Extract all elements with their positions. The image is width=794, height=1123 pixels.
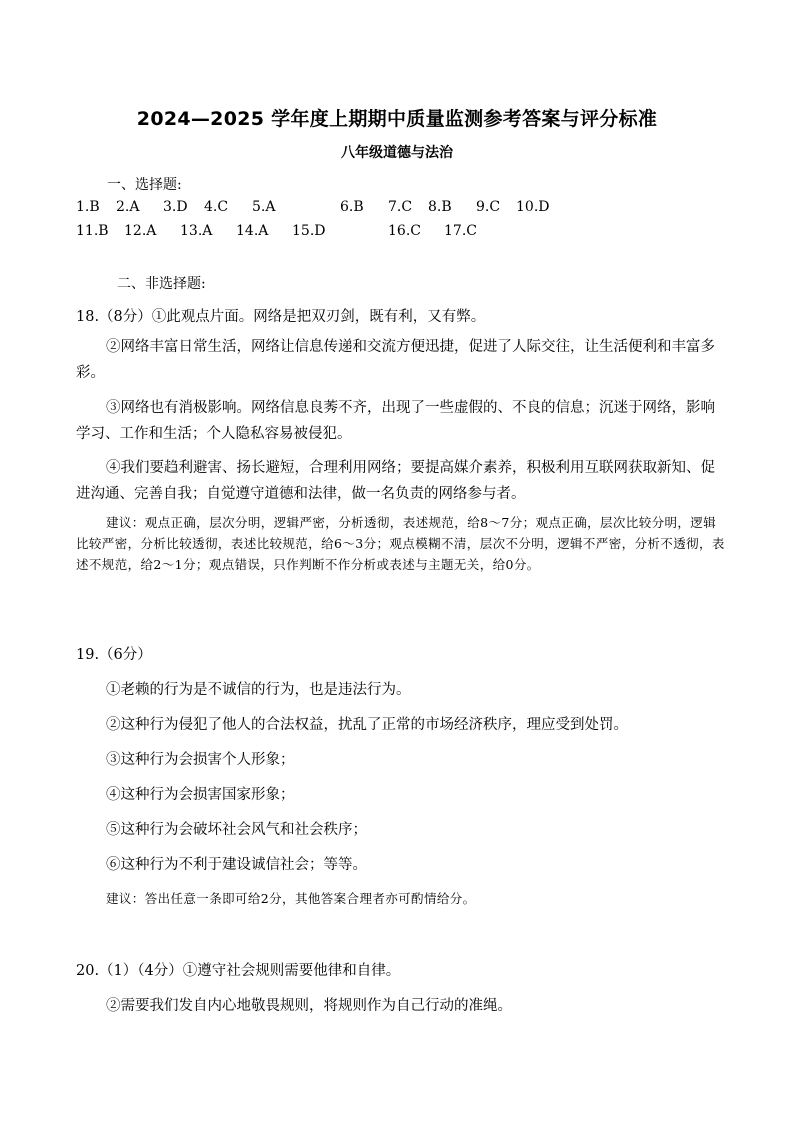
q19-item: ②这种行为侵犯了他人的合法权益，扰乱了正常的市场经济秩序，理应受到处罚。 [106,717,628,733]
q19-item: ④这种行为会损害国家形象； [106,787,295,803]
answer-item: 13.A [180,223,213,239]
answer-item: 9.C [476,199,501,215]
q18-scoring-note: 建议：观点正确，层次分明，逻辑严密，分析透彻，表述规范，给8～7分；观点正确，层次比较分明，逻辑比较严密，分析比较透彻，表述比较规范，给6～3分；观点模糊不清，层次不分明，逻辑不严密，分析不透彻，表述不规范，给2～1分；观点错误，只作判断不作分析或表述与主题无关，给0分。 [76,515,725,572]
answer-item: 11.B [76,223,109,239]
answer-item: 17.C [444,223,477,239]
answer-item: 5.A [252,199,276,215]
answer-item: 3.D [163,199,188,215]
answer-item: 1.B [76,199,100,215]
q19-item: ③这种行为会损害个人形象； [106,752,295,768]
q18-paragraph-3: ③网络也有消极影响。网络信息良莠不齐，出现了一些虚假的、不良的信息；沉迷于网络，影响学习、工作和生活；个人隐私容易被侵犯。 [76,400,715,442]
answer-item: 7.C [388,199,413,215]
q18-line1: 18.（8分）①此观点片面。网络是把双刃剑，既有利，又有弊。 [76,309,486,325]
page-title: 2024—2025 学年度上期期中质量监测参考答案与评分标准 [136,108,658,130]
answer-item: 16.C [388,223,421,239]
q18-paragraph-2: ②网络丰富日常生活，网络让信息传递和交流方便迅捷，促进了人际交往，让生活便利和丰富多彩。 [76,339,715,381]
q19-item: ⑥这种行为不利于建设诚信社会；等等。 [106,857,367,873]
q19-item: ⑤这种行为会破坏社会风气和社会秩序； [106,822,367,838]
answer-item: 15.D [292,223,326,239]
q18-paragraph-4: ④我们要趋利避害、扬长避短，合理利用网络；要提高媒介素养，积极利用互联网获取新知、促进沟通、完善自我；自觉遵守道德和法律，做一名负责的网络参与者。 [76,460,715,502]
answer-item: 14.A [236,223,269,239]
answer-item: 12.A [124,223,157,239]
q20-line1: 20.（1）（4分）①遵守社会规则需要他律和自律。 [76,963,401,979]
answer-item: 6.B [340,199,364,215]
section-heading-choice: 一、选择题: [107,177,182,193]
page-subtitle: 八年级道德与法治 [341,145,453,161]
q19-heading: 19.（6分） [76,647,152,663]
answer-item: 2.A [116,199,140,215]
q19-item: ①老赖的行为是不诚信的行为，也是违法行为。 [106,682,411,698]
answer-item: 4.C [204,199,229,215]
answer-item: 8.B [428,199,452,215]
q19-scoring-note: 建议：答出任意一条即可给2分，其他答案合理者亦可酌情给分。 [106,891,476,906]
section-heading-nonchoice: 二、非选择题: [117,276,206,292]
q20-line2: ②需要我们发自内心地敬畏规则，将规则作为自己行动的准绳。 [106,998,512,1014]
answer-item: 10.D [516,199,550,215]
